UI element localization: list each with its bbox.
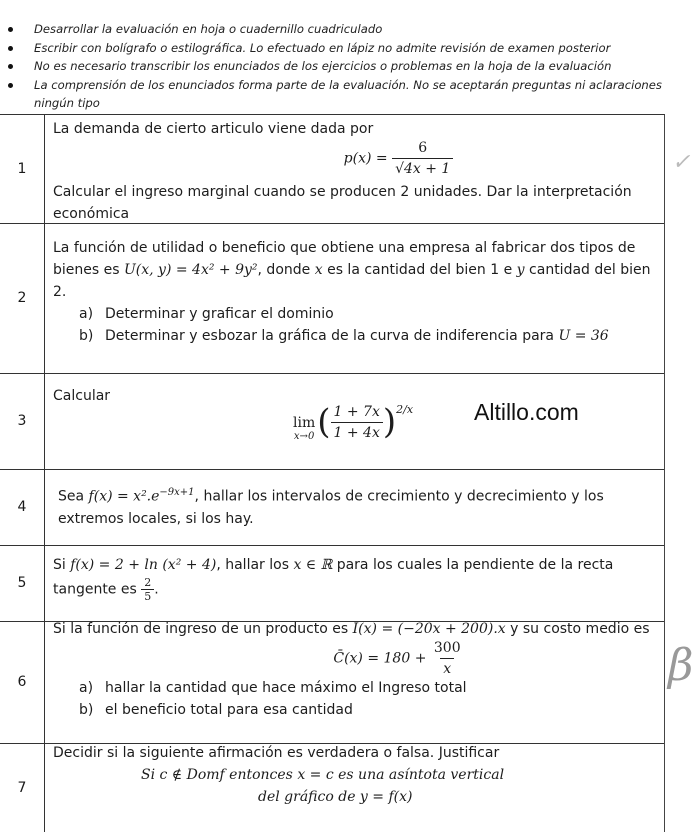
- fraction: [431, 638, 464, 679]
- limit-formula: lim x→0 ( $\frac{1 + 7x}{1 + 4x}$ ) 2/x: [293, 401, 413, 443]
- problem-row-4: [0, 469, 664, 546]
- problems-table: [0, 114, 665, 832]
- fraction: [141, 576, 154, 603]
- handwritten-mark: β: [668, 640, 694, 691]
- demand-formula: [53, 138, 654, 179]
- fraction: [392, 138, 453, 179]
- problem-text: Si la función de ingreso de un producto es I(x) = (−20x + 200).x y su costo medio es: [53, 621, 650, 637]
- statement-line: del gráfico de y = f(x): [258, 789, 413, 805]
- fraction: [331, 402, 383, 443]
- denominator: x: [440, 658, 454, 679]
- problem-number: 2: [0, 223, 45, 373]
- problem-content: [58, 469, 654, 545]
- problem-content: [53, 545, 654, 621]
- numerator: 300: [433, 640, 461, 656]
- instructions-list: [0, 20, 700, 113]
- problem-number: 3: [0, 373, 45, 469]
- problem-number: 6: [0, 621, 45, 743]
- problem-row-7: [0, 743, 664, 832]
- limit-operator: lim x→0: [293, 415, 316, 442]
- problem-row-2: [0, 223, 664, 374]
- problem-text: La demanda de cierto articulo viene dada por: [53, 121, 374, 137]
- instruction-item: No es necesario transcribir los enunciados de los ejercicios o problemas en la hoja de la evaluación: [0, 57, 700, 76]
- problem-row-6: [0, 621, 664, 744]
- cost-formula: C̄(x) = 180 + $\frac{300}{x}$: [53, 638, 654, 679]
- numerator: 6: [418, 140, 428, 156]
- numerator: 1 + 7x: [333, 403, 380, 420]
- bullet-icon: [8, 27, 13, 32]
- problem-text: Si f(x) = 2 + ln (x² + 4), hallar los x ∈ ℝ para los cuales la pendiente de la recta tangente es $\frac{2}{5}$ .: [53, 557, 614, 603]
- numerator: 2: [144, 576, 152, 589]
- denominator: 5: [141, 589, 154, 603]
- instruction-item: Escribir con bolígrafo o estilográfica. Lo efectuado en lápiz no admite revisión de examen posterior: [0, 39, 700, 58]
- denominator: √4x + 1: [392, 158, 453, 179]
- problem-text: Calcular el ingreso marginal cuando se producen 2 unidades. Dar la interpretación económica: [53, 184, 632, 222]
- problem-content: [53, 621, 654, 743]
- bullet-icon: [8, 64, 13, 69]
- instruction-item: Desarrollar la evaluación en hoja o cuadernillo cuadriculado: [0, 20, 700, 39]
- handwritten-mark: ✓: [672, 150, 691, 175]
- problem-row-1: [0, 115, 664, 224]
- problem-number: 5: [0, 545, 45, 621]
- subitem-a: a) Determinar y graficar el dominio: [79, 306, 334, 322]
- bullet-icon: [8, 46, 13, 51]
- problem-text: Calcular: [53, 388, 111, 404]
- subitem-a: a) hallar la cantidad que hace máximo el Ingreso total: [79, 680, 467, 696]
- problem-number: 7: [0, 743, 45, 832]
- subitem-b: b) Determinar y esbozar la gráfica de la curva de indiferencia para U = 36: [79, 328, 609, 344]
- formula-lhs: p(x) =: [343, 150, 388, 167]
- problem-text: La función de utilidad o beneficio que obtiene una empresa al fabricar dos tipos de bienes es U(x, y) = 4x² + 9y², donde x es la cantidad del bien 1 e y cantidad del bien 2.: [53, 240, 651, 300]
- problem-text: Decidir si la siguiente afirmación es verdadera o falsa. Justificar: [53, 745, 500, 761]
- problem-row-5: [0, 545, 664, 622]
- instruction-item: La comprensión de los enunciados forma parte de la evaluación. No se aceptarán preguntas ni aclaraciones ningún tipo: [0, 76, 700, 113]
- denominator: 1 + 4x: [331, 422, 383, 443]
- problem-number: 1: [0, 115, 45, 223]
- problem-content: [53, 115, 654, 223]
- problem-number: 4: [0, 469, 45, 545]
- problem-text: Sea $f(x) = x^2.e^{-9x+1}$, hallar los intervalos de crecimiento y decrecimiento y los extremos locales, si los hay.: [58, 487, 604, 527]
- problem-content: [53, 223, 654, 373]
- watermark-logo: Altillo.com: [474, 399, 579, 425]
- problem-content: [53, 743, 654, 832]
- statement-line: Si c ∉ Domf entonces x = c es una asíntota vertical: [141, 767, 505, 783]
- bullet-icon: [8, 83, 13, 88]
- subitem-b: b) el beneficio total para esa cantidad: [79, 702, 353, 718]
- exponent: 2/x: [396, 403, 414, 416]
